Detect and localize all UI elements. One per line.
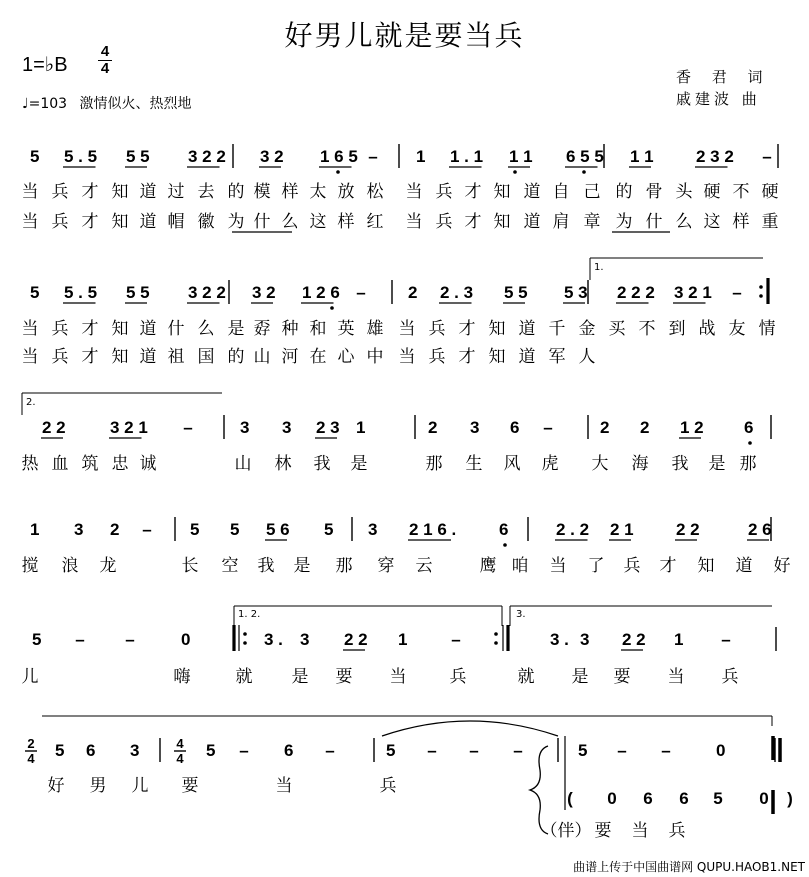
note-group: 5 5 <box>504 283 528 302</box>
dash-note: – <box>661 741 671 760</box>
note-group: 3 <box>580 630 590 649</box>
lyric-syllable: 为 <box>615 212 633 232</box>
lyric-syllable: 道 <box>518 319 536 339</box>
note-group: 5 6 <box>266 520 290 539</box>
dash-note: – <box>732 283 742 302</box>
lyric-syllable: 才 <box>81 182 99 202</box>
accompaniment-lyric: 兵 <box>668 821 686 841</box>
key-signature: 1=♭B <box>22 54 68 76</box>
lyric-syllable: 是 <box>571 667 589 687</box>
note-group: 2 3 <box>316 418 340 437</box>
lyric-syllable: 海 <box>631 454 649 474</box>
note-group: 2 . 3 <box>440 283 474 302</box>
accompaniment-note: 0 <box>607 789 617 808</box>
lyric-syllable: 兵 <box>435 182 453 202</box>
lyric-syllable: 样 <box>281 182 299 202</box>
lyric-syllable: 道 <box>518 347 536 367</box>
lyric-syllable: 硬 <box>761 182 779 202</box>
site-footer: 曲谱上传于中国曲谱网 QUPU.HAOB1.NET <box>573 860 805 874</box>
lyric-syllable: 头 <box>675 182 693 202</box>
note-group: 1 <box>416 147 426 166</box>
lyric-syllable: 不 <box>732 182 750 202</box>
lyric-syllable: 祖 <box>167 347 185 367</box>
lyric-syllable: 儿 <box>21 667 39 687</box>
note-group: 2 6 <box>748 520 772 539</box>
lyric-syllable: 买 <box>608 319 626 339</box>
lyric-syllable: 兵 <box>51 319 69 339</box>
lyric-syllable: 道 <box>139 212 157 232</box>
lyric-syllable: 道 <box>523 212 541 232</box>
lyric-syllable: 云 <box>415 556 433 576</box>
lyric-syllable: 是 <box>708 454 726 474</box>
note-group: 6 <box>86 741 96 760</box>
lyric-syllable: 兵 <box>51 212 69 232</box>
lyric-syllable: 鹰 <box>479 556 497 576</box>
lyric-syllable: 当 <box>21 319 39 339</box>
lyric-syllable: 浪 <box>61 556 79 576</box>
note-group: 1 <box>674 630 684 649</box>
lyric-syllable: 金 <box>578 319 596 339</box>
lyric-syllable: 当 <box>405 182 423 202</box>
lyric-syllable: 是 <box>227 319 245 339</box>
time-signature-bottom: 4 <box>98 60 112 77</box>
lyric-syllable: 才 <box>81 319 99 339</box>
repeat-dot <box>759 285 763 289</box>
repeat-dot <box>243 632 247 636</box>
lyric-syllable: 山 <box>253 347 271 367</box>
accompaniment-note: 5 <box>713 789 723 808</box>
lyric-syllable: 知 <box>493 212 511 232</box>
lyric-syllable: 当 <box>21 347 39 367</box>
lyric-syllable: 才 <box>458 319 476 339</box>
lyric-syllable: 的 <box>227 182 245 202</box>
lyric-syllable: 兵 <box>623 556 641 576</box>
note-group: 3 2 <box>252 283 276 302</box>
note-group: 1 1 <box>630 147 654 166</box>
lyric-syllable: 战 <box>698 319 716 339</box>
lyric-syllable: 血 <box>51 454 69 474</box>
lyric-syllable: 知 <box>697 556 715 576</box>
lyric-syllable: 我 <box>257 556 275 576</box>
lyric-syllable: 英 <box>337 319 355 339</box>
note-group: 3 <box>368 520 378 539</box>
lyric-syllable: 才 <box>458 347 476 367</box>
lyric-syllable: 虎 <box>541 454 559 474</box>
note-group: 5 <box>578 741 588 760</box>
repeat-dot <box>494 632 498 636</box>
lyric-syllable: 当 <box>549 556 567 576</box>
lyric-syllable: 肩 <box>552 212 570 232</box>
lyric-syllable: 知 <box>493 182 511 202</box>
note-group: 1 6 5 <box>320 147 358 166</box>
note-group: 3 <box>74 520 84 539</box>
lyric-syllable: 情 <box>758 319 776 339</box>
note-group: 6 <box>744 418 754 437</box>
lyric-syllable: 己 <box>583 182 601 202</box>
song-title: 好男儿就是要当兵 <box>284 19 525 52</box>
volta-label: 1. 2. <box>238 609 261 620</box>
lyric-syllable: 兵 <box>721 667 739 687</box>
note-group: 2 <box>640 418 650 437</box>
dash-note: – <box>762 147 772 166</box>
lyric-syllable: 帽 <box>167 212 185 232</box>
note-group: 5 <box>30 147 40 166</box>
lyric-syllable: 我 <box>671 454 689 474</box>
lyric-syllable: 当 <box>667 667 685 687</box>
note-group: 6 <box>510 418 520 437</box>
time-signature-bottom: 4 <box>176 751 184 766</box>
low-octave-dot <box>336 170 340 174</box>
dash-note: – <box>469 741 479 760</box>
lyric-syllable: 么 <box>281 212 299 232</box>
lyric-syllable: 知 <box>111 182 129 202</box>
repeat-dot <box>494 641 498 645</box>
lyric-syllable: 重 <box>761 212 779 232</box>
lyric-syllable: 要 <box>181 776 199 796</box>
lyric-syllable: 道 <box>735 556 753 576</box>
tie-arc <box>382 721 558 736</box>
lyric-syllable: 么 <box>197 319 215 339</box>
lyric-syllable: 为 <box>227 212 245 232</box>
time-signature-top: 4 <box>176 736 184 751</box>
lyric-syllable: 这 <box>309 212 327 232</box>
lyric-syllable: 么 <box>675 212 693 232</box>
lyric-syllable: 是 <box>291 667 309 687</box>
note-group: 2 2 <box>676 520 700 539</box>
note-group: 3 . <box>550 630 569 649</box>
lyric-syllable: 知 <box>111 347 129 367</box>
lyric-syllable: 当 <box>275 776 293 796</box>
lyric-syllable: 龙 <box>99 556 117 576</box>
lyric-syllable: 模 <box>253 182 271 202</box>
dash-note: – <box>368 147 378 166</box>
lyric-syllable: 当 <box>398 319 416 339</box>
lyric-syllable: 要 <box>613 667 631 687</box>
note-group: 6 5 5 <box>566 147 604 166</box>
note-group: 5 . 5 <box>64 283 98 302</box>
lyricist-credit: 香 君 词 <box>676 68 771 86</box>
accompaniment-note: 0 <box>759 789 769 808</box>
note-group: 3 <box>240 418 250 437</box>
accompaniment-lyric: 当 <box>631 821 649 841</box>
dash-note: – <box>427 741 437 760</box>
dash-note: – <box>617 741 627 760</box>
lyric-syllable: 道 <box>523 182 541 202</box>
note-group: 3 <box>470 418 480 437</box>
accompaniment-note: 6 <box>643 789 653 808</box>
note-group: 3 2 2 <box>188 147 226 166</box>
lyric-syllable: 国 <box>197 347 215 367</box>
note-group: 1 . 1 <box>450 147 484 166</box>
dash-note: – <box>543 418 553 437</box>
composer-credit: 戚建波 曲 <box>676 90 761 108</box>
note-group: 3 2 1 <box>110 418 148 437</box>
note-group: 2 2 <box>42 418 66 437</box>
note-group: 2 2 2 <box>617 283 655 302</box>
lyric-syllable: 放 <box>337 182 355 202</box>
lyric-syllable: 河 <box>281 347 299 367</box>
note-group: 5 <box>230 520 240 539</box>
note-group: 5 3 <box>564 283 588 302</box>
dash-note: – <box>239 741 249 760</box>
note-group: 3 . <box>264 630 283 649</box>
accompaniment-note: ) <box>787 789 793 808</box>
lyric-syllable: 孬 <box>253 319 271 339</box>
lyric-syllable: 筑 <box>81 454 99 474</box>
lyric-syllable: 了 <box>587 556 605 576</box>
lyric-syllable: 去 <box>197 182 215 202</box>
lyric-syllable: 什 <box>167 319 185 339</box>
lyric-syllable: 生 <box>465 454 483 474</box>
lyric-syllable: 风 <box>503 454 521 474</box>
lyric-syllable: 那 <box>425 454 443 474</box>
lyric-syllable: 才 <box>81 212 99 232</box>
dash-note: – <box>513 741 523 760</box>
time-signature-top: 4 <box>100 43 110 60</box>
note-group: 5 <box>190 520 200 539</box>
lyric-syllable: 千 <box>548 319 566 339</box>
time-signature-bottom: 4 <box>27 751 35 766</box>
lyric-syllable: 才 <box>659 556 677 576</box>
note-group: 2 1 <box>610 520 634 539</box>
lyric-syllable: 才 <box>81 347 99 367</box>
lyric-syllable: 当 <box>21 212 39 232</box>
lyric-syllable: 兵 <box>428 347 446 367</box>
dash-note: – <box>125 630 135 649</box>
dash-note: – <box>75 630 85 649</box>
note-group: 3 2 <box>260 147 284 166</box>
note-group: 5 5 <box>126 147 150 166</box>
note-group: 5 <box>324 520 334 539</box>
lyric-syllable: 那 <box>739 454 757 474</box>
note-group: 3 <box>300 630 310 649</box>
note-group: 1 <box>398 630 408 649</box>
lyric-syllable: 徽 <box>197 212 215 232</box>
note-group: 1 1 <box>509 147 533 166</box>
lyric-syllable: 大 <box>591 454 609 474</box>
lyric-syllable: 兵 <box>51 347 69 367</box>
lyric-syllable: 不 <box>638 319 656 339</box>
lyric-syllable: 在 <box>309 347 327 367</box>
lyric-syllable: 空 <box>221 556 239 576</box>
note-group: 5 <box>206 741 216 760</box>
lyric-syllable: 兵 <box>449 667 467 687</box>
accompaniment-note: 6 <box>679 789 689 808</box>
lyric-syllable: 自 <box>552 182 570 202</box>
accompaniment-lyric: 要 <box>594 821 612 841</box>
lyric-syllable: 过 <box>167 182 185 202</box>
accompaniment-note: ( <box>567 789 573 808</box>
note-group: 5 <box>30 283 40 302</box>
dash-note: – <box>356 283 366 302</box>
note-group: 2 2 <box>344 630 368 649</box>
note-group: 6 <box>284 741 294 760</box>
lyric-syllable: 林 <box>274 454 292 474</box>
lyric-syllable: 雄 <box>366 319 384 339</box>
note-group: 0 <box>181 630 191 649</box>
lyric-syllable: 兵 <box>379 776 397 796</box>
note-group: 2 <box>600 418 610 437</box>
lyric-syllable: 知 <box>111 319 129 339</box>
note-group: 5 . 5 <box>64 147 98 166</box>
note-group: 3 2 2 <box>188 283 226 302</box>
lyric-syllable: 当 <box>21 182 39 202</box>
lyric-syllable: 人 <box>578 347 596 367</box>
lyric-syllable: 心 <box>337 347 355 367</box>
lyric-syllable: 当 <box>405 212 423 232</box>
lyric-syllable: 什 <box>645 212 663 232</box>
note-group: 2 3 2 <box>696 147 734 166</box>
note-group: 0 <box>716 741 726 760</box>
note-group: 2 1 6 . <box>409 520 457 539</box>
repeat-dot <box>759 294 763 298</box>
lyric-syllable: 当 <box>398 347 416 367</box>
lyric-syllable: 兵 <box>428 319 446 339</box>
time-signature-top: 2 <box>27 736 35 751</box>
volta-label: 3. <box>516 609 526 620</box>
low-octave-dot <box>748 441 752 445</box>
note-group: 5 5 <box>126 283 150 302</box>
note-group: 5 <box>55 741 65 760</box>
lyric-syllable: 知 <box>488 347 506 367</box>
note-group: 6 <box>499 520 509 539</box>
lyric-syllable: 是 <box>350 454 368 474</box>
lyric-syllable: 友 <box>728 319 746 339</box>
lyric-syllable: 道 <box>139 182 157 202</box>
lyric-syllable: 要 <box>335 667 353 687</box>
lyric-syllable: 儿 <box>131 776 149 796</box>
lyric-syllable: 忠 <box>111 454 129 474</box>
repeat-dot <box>243 641 247 645</box>
lyric-syllable: 当 <box>389 667 407 687</box>
lyric-syllable: 种 <box>281 319 299 339</box>
note-group: 2 <box>428 418 438 437</box>
note-group: 1 <box>356 418 366 437</box>
lyric-syllable: 什 <box>253 212 271 232</box>
lyric-syllable: 太 <box>309 182 327 202</box>
dash-note: – <box>721 630 731 649</box>
lyric-syllable: 的 <box>615 182 633 202</box>
note-group: 5 <box>386 741 396 760</box>
lyric-syllable: 嗨 <box>173 667 191 687</box>
lyric-syllable: 松 <box>366 182 384 202</box>
low-octave-dot <box>582 170 586 174</box>
note-group: 2 <box>110 520 120 539</box>
lyric-syllable: 知 <box>488 319 506 339</box>
dash-note: – <box>183 418 193 437</box>
lyric-syllable: 骨 <box>645 182 663 202</box>
dash-note: – <box>142 520 152 539</box>
accompaniment-lyric: （伴） <box>540 821 592 841</box>
lyric-syllable: 到 <box>668 319 686 339</box>
note-group: 1 <box>30 520 40 539</box>
note-group: 2 <box>408 283 418 302</box>
lyric-syllable: 这 <box>703 212 721 232</box>
lyric-syllable: 长 <box>181 556 199 576</box>
lyric-syllable: 咱 <box>511 556 529 576</box>
lyric-syllable: 中 <box>366 347 384 367</box>
lyric-syllable: 道 <box>139 347 157 367</box>
dash-note: – <box>451 630 461 649</box>
lyric-syllable: 穿 <box>377 556 395 576</box>
note-group: 5 <box>32 630 42 649</box>
lyric-syllable: 就 <box>517 667 535 687</box>
lyric-syllable: 男 <box>89 776 107 796</box>
note-group: 3 2 1 <box>674 283 712 302</box>
lyric-syllable: 搅 <box>21 556 39 576</box>
lyric-syllable: 兵 <box>435 212 453 232</box>
volta-label: 2. <box>26 397 36 408</box>
low-octave-dot <box>513 170 517 174</box>
lyric-syllable: 热 <box>21 454 39 474</box>
lyric-syllable: 的 <box>227 347 245 367</box>
lyric-syllable: 红 <box>366 212 384 232</box>
lyric-syllable: 兵 <box>51 182 69 202</box>
expression-mark: 激情似火、热烈地 <box>79 96 192 112</box>
lyric-syllable: 才 <box>464 182 482 202</box>
low-octave-dot <box>503 543 507 547</box>
note-group: 3 <box>282 418 292 437</box>
note-group: 1 2 6 <box>302 283 340 302</box>
lyric-syllable: 好 <box>773 556 791 576</box>
lyric-syllable: 道 <box>139 319 157 339</box>
lyric-syllable: 知 <box>111 212 129 232</box>
lyric-syllable: 那 <box>335 556 353 576</box>
note-group: 3 <box>130 741 140 760</box>
lyric-syllable: 山 <box>234 454 252 474</box>
lyric-syllable: 硬 <box>703 182 721 202</box>
lyric-syllable: 就 <box>235 667 253 687</box>
lyric-syllable: 样 <box>732 212 750 232</box>
volta-label: 1. <box>594 262 604 273</box>
note-group: 2 2 <box>622 630 646 649</box>
lyric-syllable: 军 <box>548 347 566 367</box>
lyric-syllable: 和 <box>309 319 327 339</box>
dash-note: – <box>325 741 335 760</box>
lyric-syllable: 样 <box>337 212 355 232</box>
note-group: 2 . 2 <box>556 520 590 539</box>
lyric-syllable: 才 <box>464 212 482 232</box>
lyric-syllable: 是 <box>293 556 311 576</box>
lyric-syllable: 章 <box>583 212 601 232</box>
tempo-value: ♩=103 <box>22 96 68 112</box>
note-group: 1 2 <box>680 418 704 437</box>
lyric-syllable: 我 <box>313 454 331 474</box>
lyric-syllable: 诚 <box>139 454 157 474</box>
low-octave-dot <box>330 306 334 310</box>
lyric-syllable: 好 <box>47 776 65 796</box>
